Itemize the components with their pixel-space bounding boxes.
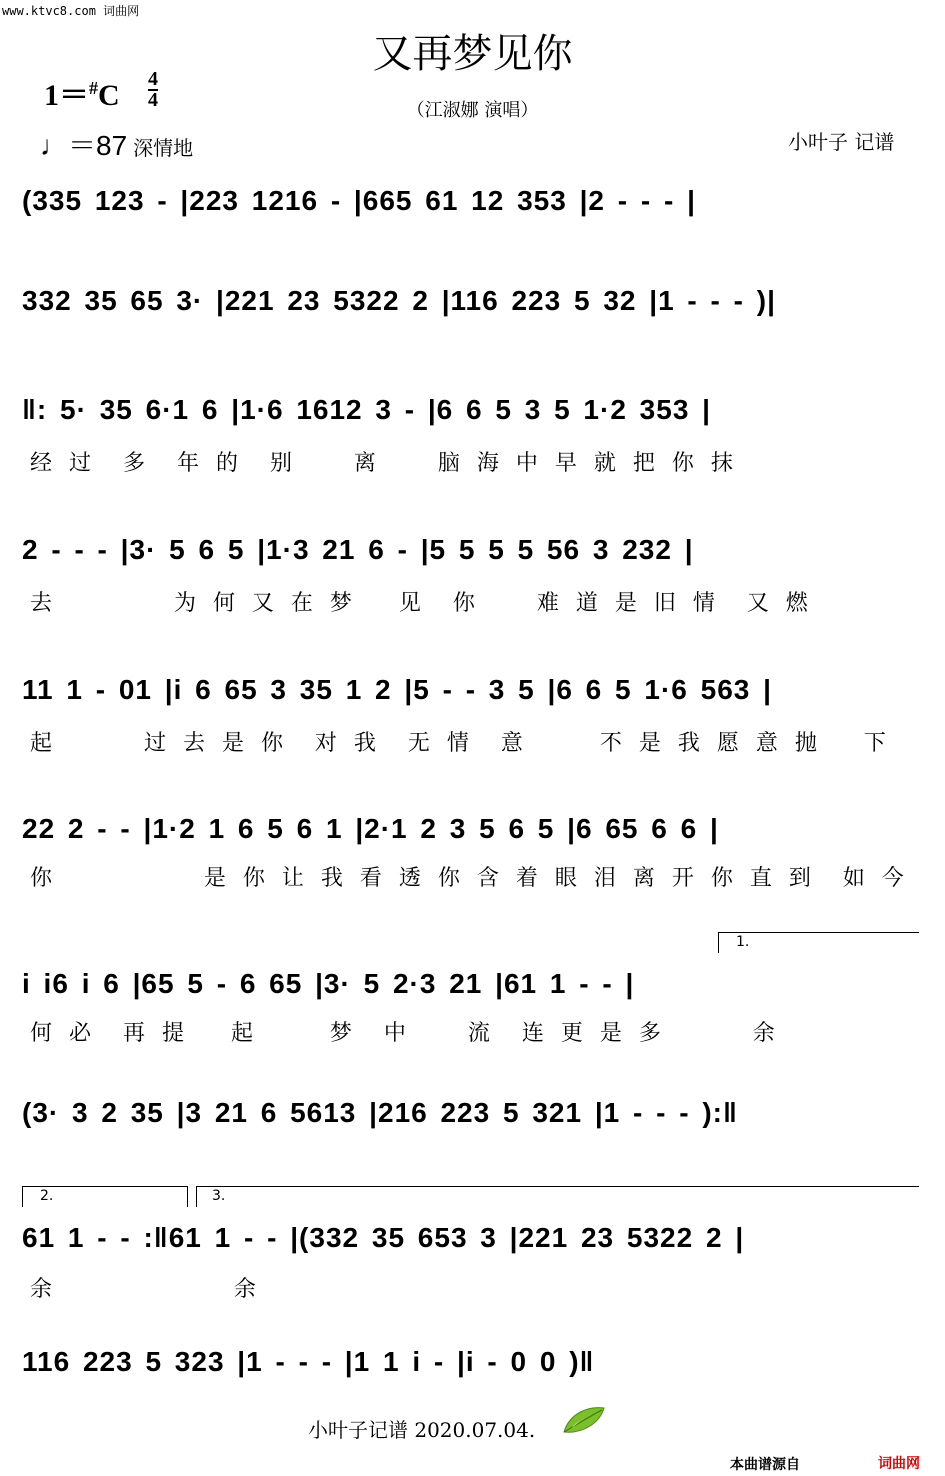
- score-line: 61 1 - - :‖61 1 - - |(332 35 653 3 |221 23 5322 2 |: [22, 1222, 745, 1253]
- score-line: 22 2 - - |1·2 1 6 5 6 1 |2·1 2 3 5 6 5 |6 65 6 6 |: [22, 813, 719, 844]
- quarter-note-icon: ♩: [40, 130, 68, 161]
- end-credit: 小叶子记谱 2020.07.04.: [308, 1418, 536, 1442]
- tempo-value: ＝87: [68, 130, 128, 161]
- score-line: i i6 i 6 |65 5 - 6 65 |3· 5 2·3 21 |61 1 - - |: [22, 968, 635, 999]
- score-line: ‖: 5· 35 6·1 6 |1·6 1612 3 - |6 6 5 3 5 1·2 353 |: [22, 394, 712, 425]
- footer-logo[interactable]: 词曲网: [878, 1456, 920, 1472]
- score-line: 2 - - - |3· 5 6 5 |1·3 21 6 - |5 5 5 5 56 3 232 |: [22, 534, 694, 565]
- lyric-line: 余 余: [30, 1277, 258, 1302]
- time-signature: [148, 70, 158, 110]
- volta-number: 2.: [40, 1188, 54, 1204]
- volta-number: 1.: [736, 934, 750, 950]
- lyric-line: 何 必 再 提 起 梦 中 流 连 更 是 多 余: [30, 1021, 777, 1046]
- score-line: 116 223 5 323 |1 - - - |1 1 i - |i - 0 0 )‖: [22, 1346, 595, 1377]
- singer-credit: （江淑娜 演唱）: [406, 100, 539, 121]
- site-watermark: www.ktvc8.com 词曲网: [2, 4, 140, 18]
- score-line: 11 1 - 01 |i 6 65 3 35 1 2 |5 - - 3 5 |6 6 5 1·6 563 |: [22, 674, 772, 705]
- leaf-icon: [560, 1402, 608, 1438]
- transcriber-credit: 小叶子 记谱: [788, 130, 895, 154]
- expression-mark: 深情地: [133, 136, 194, 160]
- lyric-line: 经 过 多 年 的 别 离 脑 海 中 早 就 把 你 抹: [30, 451, 735, 476]
- time-sig-top: 4: [148, 68, 158, 90]
- song-title: 又再梦见你: [372, 31, 573, 77]
- key-signature: [44, 68, 158, 114]
- key-letter: C: [98, 79, 120, 112]
- score-line: 332 35 65 3· |221 23 5322 2 |116 223 5 32 |1 - - - )|: [22, 285, 776, 316]
- lyric-line: 起 过 去 是 你 对 我 无 情 意 不 是 我 愿 意 抛 下: [30, 731, 888, 756]
- lyric-line: 你 是 你 让 我 看 透 你 含 着 眼 泪 离 开 你 直 到 如 今: [30, 866, 906, 891]
- volta-bracket: [196, 1186, 919, 1207]
- tempo-marking: [40, 124, 193, 164]
- key-prefix: 1＝: [44, 79, 89, 112]
- score-line: (3· 3 2 35 |3 21 6 5613 |216 223 5 321 |1 - - - ):‖: [22, 1097, 738, 1128]
- lyric-line: 去 为 何 又 在 梦 见 你 难 道 是 旧 情 又 燃: [30, 591, 810, 616]
- sharp-sign: #: [89, 78, 98, 98]
- time-sig-bottom: 4: [148, 89, 158, 111]
- volta-number: 3.: [212, 1188, 226, 1204]
- score-line: (335 123 - |223 1216 - |665 61 12 353 |2 - - - |: [22, 185, 696, 216]
- footer-source: 本曲谱源自: [730, 1457, 800, 1473]
